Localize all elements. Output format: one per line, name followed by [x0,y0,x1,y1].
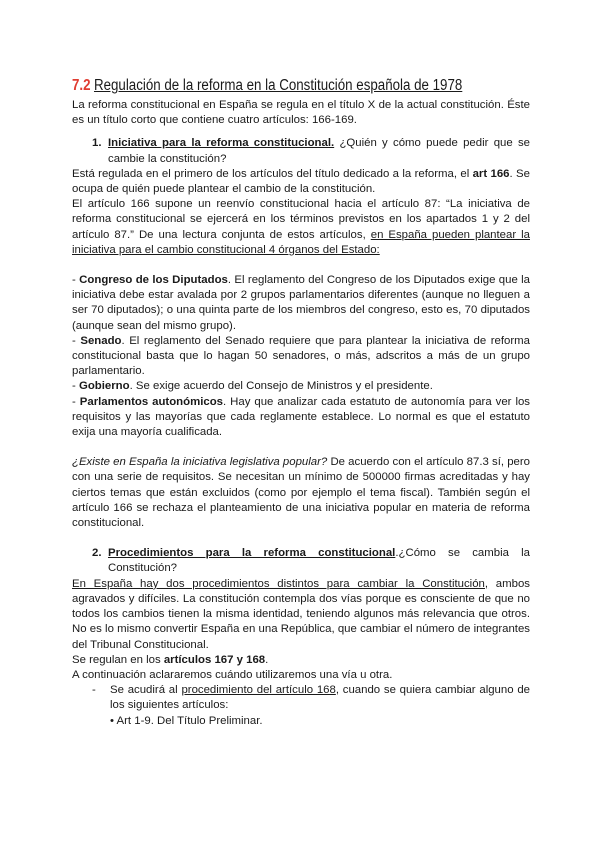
s2-paragraph-1: En España hay dos procedimientos distintos para cambiar la Constitución, ambos agravados y difíciles. La constitución contempla dos vías porque es consciente de que no todos los cambios tienen la misma identidad, teniendo algunos más relevancia que otros. No es lo mismo convertir España en una República, que cambiar el número de integrantes del Tribunal Constitucional. [72,577,530,651]
s2-paragraph-3: A continuación aclararemos cuándo utilizaremos una vía u otra. [72,668,393,681]
organ-senado: - Senado. El reglamento del Senado requiere que para plantear la iniciativa de reforma constitucional basta que lo hagan 50 senadores, o más, adscritos a más de un grupo parlamentario. [72,334,530,378]
subsection-1-title: Iniciativa para la reforma constitucional. [108,137,335,150]
subsection-2-title: Procedimientos para la reforma constitucional [108,547,396,560]
organ-congreso: - Congreso de los Diputados. El reglamento del Congreso de los Diputados exige que la iniciativa debe estar avalada por 2 grupos parlamentarios diferentes (aunque no lleguen a ser 70 diputados); o una quinta parte de los miembros del congreso, esto es, 70 diputados (aunque sean del mismo grupo). [72,274,531,332]
s1-paragraph-1: Está regulada en el primero de los artículos del título dedicado a la reforma, el art 166. Se ocupa de quién puede plantear el cambio de la constitución. [72,167,530,196]
subsection-1-heading [92,136,530,166]
subsection-2-number: 2. [92,547,102,560]
subsection-1-number: 1. [92,137,102,150]
procedure-168-item: - Se acudirá al procedimiento del artículo 168, cuando se quiera cambiar alguno de los siguientes artículos: [92,684,530,712]
intro-paragraph: La reforma constitucional en España se regula en el título X de la actual constitución. Éste es un título corto que contiene cuatro artículos: 166-169. [72,99,530,127]
subsection-2-question: .¿Cómo se cambia la Constitución? [108,547,530,575]
section-title-text: Regulación de la reforma en la Constitución española de 1978 [93,77,463,94]
organ-parlamentos: - Parlamentos autonómicos. Hay que analizar cada estatuto de autonomía para ver los requisitos y las mayorías que cada reglamente establece. Lo normal es que el estatuto exija una mayoría cualificada. [72,395,530,439]
subsection-2-heading [92,546,530,576]
organ-gobierno: - Gobierno. Se exige acuerdo del Consejo de Ministros y el presidente. [72,380,433,393]
section-number: 7.2 [72,77,91,94]
section-title [72,76,466,96]
document-page [72,76,530,729]
popular-initiative-paragraph: ¿Existe en España la iniciativa legislativa popular? De acuerdo con el artículo 87.3 sí, pero con una serie de requisitos. Se necesitan un mínimo de 500000 firmas acreditadas y hay ciertos temas que están excluidos (como por ejemplo el tema fiscal). También según el artículo 166 se rechaza el planteamiento de una iniciativa popular en materia de reforma constitucional. [72,456,530,530]
subsection-1-question: ¿Quién y cómo puede pedir que se cambie la constitución? [108,137,530,165]
s2-paragraph-2: Se regulan en los artículos 167 y 168. [72,653,269,666]
article-list-item: • Art 1-9. Del Título Preliminar. [110,714,263,727]
s1-paragraph-2: El artículo 166 supone un reenvío constitucional hacia el artículo 87: “La iniciativa de reforma constitucional se ejercerá en los términos previstos en los apartados 1 y 2 del artículo 87.” De una lectura conjunta de estos artículos, en España pueden plantear la iniciativa para el cambio constitucional 4 órganos del Estado: [72,198,530,256]
